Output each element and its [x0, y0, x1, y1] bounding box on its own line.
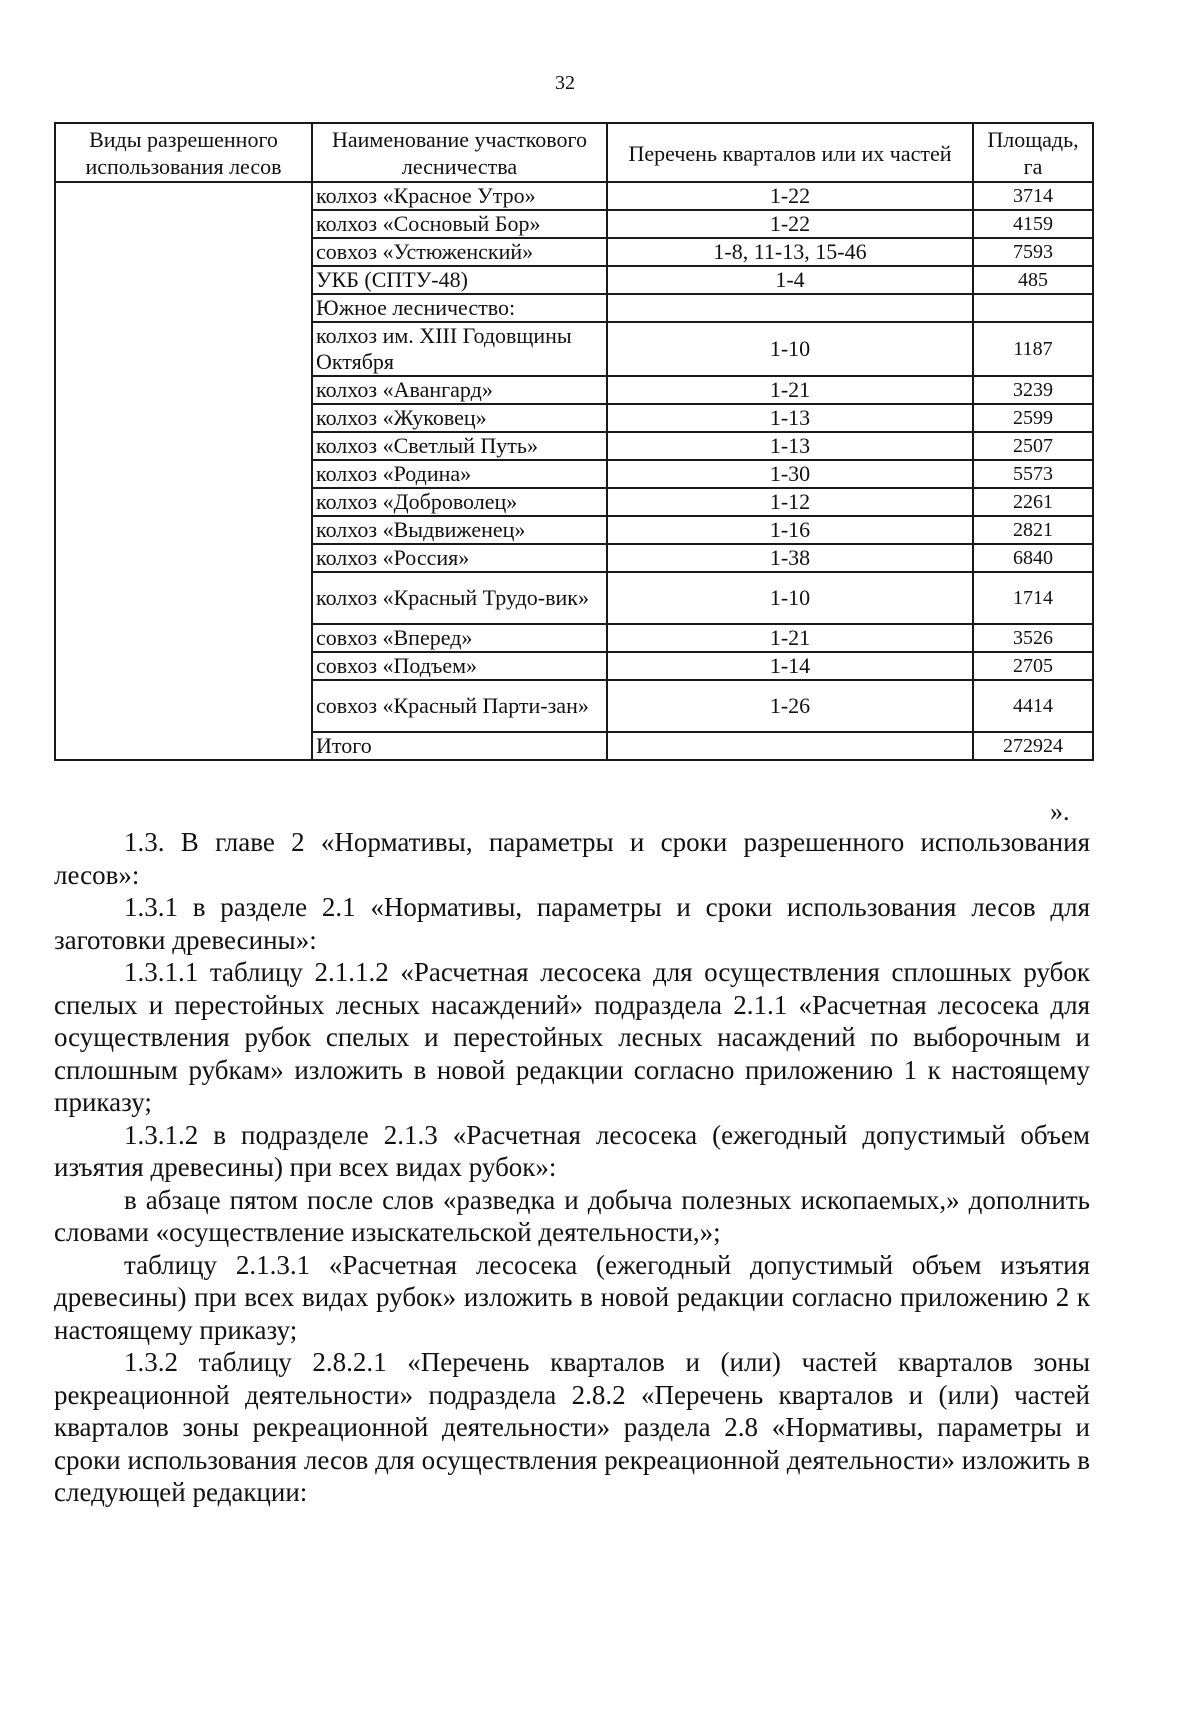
quarters-cell: 1-4 — [607, 266, 973, 294]
paragraph: 1.3.1.1 таблицу 2.1.1.2 «Расчетная лесосека для осуществления сплошных рубок спелых и перестойных лесных насаждений» подраздела 2.1.1 «Расчетная лесосека для осуществления рубок спелых и перестойных лесных насаждений по выборочным и сплошным рубкам» изложить в новой редакции согласно приложению 1 к настоящему приказу; — [54, 957, 1090, 1117]
area-cell: 2261 — [973, 488, 1093, 516]
page-number: 32 — [555, 72, 575, 94]
area-cell: 485 — [973, 266, 1093, 294]
forestry-name-cell: Южное лесничество: — [312, 294, 607, 322]
total-area: 272924 — [973, 732, 1093, 760]
area-cell: 7593 — [973, 238, 1093, 266]
header-quarters-list: Перечень кварталов или их частей — [607, 123, 973, 182]
quarters-cell: 1-10 — [607, 322, 973, 376]
forestry-name-cell: колхоз «Выдвиженец» — [312, 516, 607, 544]
area-cell: 2599 — [973, 404, 1093, 432]
table-header-row — [55, 123, 1093, 182]
area-cell: 4159 — [973, 210, 1093, 238]
quarters-cell: 1-21 — [607, 624, 973, 652]
paragraph: 1.3. В главе 2 «Нормативы, параметры и сроки разрешенного использования лесов»: — [54, 827, 1090, 890]
table-body — [55, 182, 1093, 760]
forestry-name-cell: совхоз «Подъем» — [312, 652, 607, 680]
body-text — [54, 826, 1090, 1509]
forestry-name-cell: совхоз «Устюженский» — [312, 238, 607, 266]
quarters-cell: 1-12 — [607, 488, 973, 516]
quarters-cell: 1-22 — [607, 182, 973, 210]
area-cell: 2821 — [973, 516, 1093, 544]
forestry-name-cell: совхоз «Вперед» — [312, 624, 607, 652]
header-usage-type: Виды разрешенного использования лесов — [55, 123, 312, 182]
forestry-name-cell: колхоз «Красное Утро» — [312, 182, 607, 210]
usage-type-cell — [55, 182, 312, 760]
area-cell — [973, 294, 1093, 322]
quarters-cell: 1-38 — [607, 544, 973, 572]
forestry-name-cell: колхоз «Светлый Путь» — [312, 432, 607, 460]
header-forestry-name: Наименование участкового лесничества — [312, 123, 607, 182]
area-cell: 2507 — [973, 432, 1093, 460]
quarters-cell: 1-21 — [607, 376, 973, 404]
forestry-name-cell: колхоз им. XIII Годовщины Октября — [312, 322, 607, 376]
area-cell: 3714 — [973, 182, 1093, 210]
area-cell: 2705 — [973, 652, 1093, 680]
paragraph: в абзаце пятом после слов «разведка и добыча полезных ископаемых,» дополнить словами «осуществление изыскательской деятельности,»; — [54, 1184, 1090, 1247]
paragraph: 1.3.2 таблицу 2.8.2.1 «Перечень кварталов и (или) частей кварталов зоны рекреационной деятельности» подраздела 2.8.2 «Перечень кварталов и (или) частей кварталов зоны рекреационной деятельности» раздела 2.8 «Нормативы, параметры и сроки использования лесов для осуществления рекреационной деятельности» изложить в следующей редакции: — [54, 1347, 1090, 1507]
area-cell: 3239 — [973, 376, 1093, 404]
quarters-cell: 1-10 — [607, 572, 973, 624]
forestry-name-cell: колхоз «Жуковец» — [312, 404, 607, 432]
quarters-cell: 1-30 — [607, 460, 973, 488]
quarters-cell — [607, 294, 973, 322]
paragraph: 1.3.1.2 в подразделе 2.1.3 «Расчетная лесосека (ежегодный допустимый объем изъятия древесины) при всех видах рубок»: — [54, 1119, 1090, 1182]
area-cell: 6840 — [973, 544, 1093, 572]
forestry-name-cell: УКБ (СПТУ-48) — [312, 266, 607, 294]
quarters-cell: 1-14 — [607, 652, 973, 680]
forestry-name-cell: колхоз «Красный Трудо-вик» — [312, 572, 607, 624]
quarters-cell: 1-13 — [607, 432, 973, 460]
area-cell: 1714 — [973, 572, 1093, 624]
forestry-name-cell: совхоз «Красный Парти-зан» — [312, 680, 607, 732]
area-cell: 4414 — [973, 680, 1093, 732]
area-cell: 5573 — [973, 460, 1093, 488]
paragraph: 1.3.1 в разделе 2.1 «Нормативы, параметры и сроки использования лесов для заготовки древесины»: — [54, 892, 1090, 955]
forest-areas-table — [54, 122, 1094, 761]
forestry-name-cell: колхоз «Сосновый Бор» — [312, 210, 607, 238]
quarters-cell: 1-8, 11-13, 15-46 — [607, 238, 973, 266]
total-name: Итого — [312, 732, 607, 760]
paragraph: таблицу 2.1.3.1 «Расчетная лесосека (ежегодный допустимый объем изъятия древесины) при всех видах рубок» изложить в новой редакции согласно приложению 2 к настоящему приказу; — [54, 1249, 1090, 1345]
header-area: Площадь, га — [973, 123, 1093, 182]
quarters-cell: 1-26 — [607, 680, 973, 732]
quarters-cell: 1-22 — [607, 210, 973, 238]
quarters-cell: 1-13 — [607, 404, 973, 432]
closing-quote: ». — [1050, 797, 1070, 826]
forestry-name-cell: колхоз «Россия» — [312, 544, 607, 572]
total-quarters — [607, 732, 973, 760]
forestry-name-cell: колхоз «Родина» — [312, 460, 607, 488]
area-cell: 1187 — [973, 322, 1093, 376]
forestry-name-cell: колхоз «Авангард» — [312, 376, 607, 404]
quarters-cell: 1-16 — [607, 516, 973, 544]
forestry-name-cell: колхоз «Доброволец» — [312, 488, 607, 516]
table-row — [55, 182, 1093, 210]
area-cell: 3526 — [973, 624, 1093, 652]
